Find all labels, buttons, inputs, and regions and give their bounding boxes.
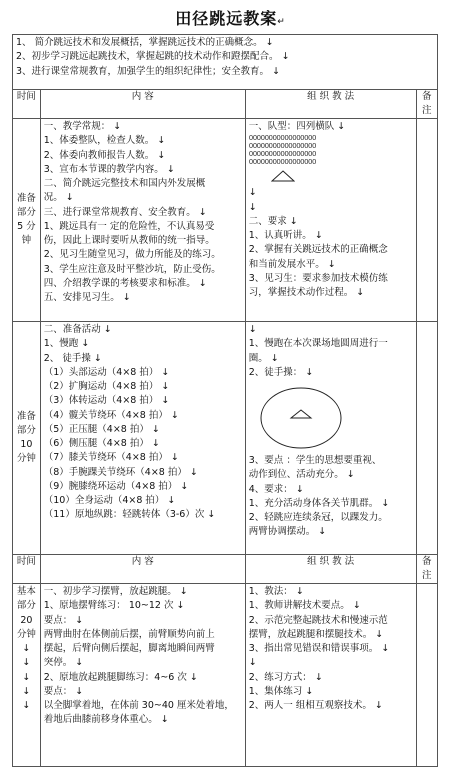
label-line: ↓ [22, 657, 31, 669]
method-line: 1、教法： ↓ [248, 586, 304, 597]
method-line: ↓ [248, 657, 257, 669]
goal-item: 2、初步学习跳远起跳技术，掌握起跳的技术动作和蹬摆配合。 ↓ [16, 51, 290, 63]
header-note: 备注 [416, 90, 437, 119]
content-line: 两臂曲肘在体侧前后摆，前臂顺势向前上 [43, 628, 215, 640]
method-line: 1、充分活动身体各关节肌群。 ↓ [248, 497, 390, 509]
content-line: 3、宣布本节课的教学内容。 ↓ [43, 163, 175, 175]
content-line: 伤，因此上课时要听从教师的统一指导。 [43, 235, 215, 246]
label-line: 钟 [21, 235, 32, 247]
label-line: 10 [20, 439, 33, 450]
content-line: 四、介绍教学课的考核要求和标准。 ↓ [43, 277, 207, 289]
content-line: 1、体委整队，检查人数。 ↓ [43, 135, 166, 147]
dot-row: 00000000000000000 [248, 158, 316, 167]
method-line: 1、集体练习 ↓ [248, 685, 314, 697]
method-line: 习，掌握技术动作过程。 ↓ [248, 287, 365, 298]
section-content [40, 119, 245, 322]
section-note [416, 119, 437, 322]
section-row [13, 584, 438, 767]
section-content [40, 584, 245, 767]
content-line: （8）手腕踝关节绕环（4×8 拍） ↓ [43, 466, 198, 478]
label-line: 分钟 [16, 453, 36, 465]
section-method [245, 322, 416, 555]
section-time-label [13, 584, 41, 767]
content-line: （7）膝关节绕环（4×8 拍） ↓ [43, 452, 179, 464]
label-line: 5 分 [17, 221, 36, 232]
section-time-label [13, 322, 41, 555]
method-line: ↓ [248, 324, 257, 335]
header-method: 组 织 教 法 [245, 555, 416, 584]
table-header-row [13, 555, 438, 584]
content-line: 2、 徒手操 ↓ [43, 352, 102, 364]
label-line: 准备 [16, 192, 36, 204]
lesson-plan-table [12, 34, 438, 767]
goal-item: 3、进行课堂常规教育，加强学生的组织纪律性；安全教育。 ↓ [16, 65, 281, 77]
method-line: 1、教师讲解技术要点。 ↓ [248, 600, 361, 612]
content-line: 五、安排见习生。 ↓ [43, 292, 131, 303]
content-line: 二、准备活动 ↓ [43, 324, 112, 335]
label-line: ↓ [22, 643, 31, 654]
content-line: （11）原地纵跳：轻跳转体（3-6）次 ↓ [43, 509, 216, 521]
method-line: 二、要求 ↓ [248, 215, 298, 227]
section-row [13, 119, 438, 322]
dot-row: 00000000000000000 [248, 134, 316, 143]
title-text: 田径跳远教案 [175, 9, 278, 28]
goals-row [13, 35, 438, 90]
content-line: 着地后曲膝前移身体重心。 ↓ [43, 714, 169, 726]
content-line: 2、体委向教师报告人数。 ↓ [43, 149, 166, 161]
section-content [40, 322, 245, 555]
content-line: 二、简介跳远完整技术和国内外发展概 [43, 178, 206, 189]
method-line: 1、慢跑在本次课场地圆周进行一 [248, 338, 388, 350]
label-line: ↓ [22, 671, 31, 683]
page-title [0, 6, 461, 29]
content-line: 突停。 ↓ [43, 657, 84, 669]
method-line: 2、练习方式： ↓ [248, 671, 323, 683]
method-line: 摆臂，放起跳腿和摆腿技术。 ↓ [248, 628, 384, 640]
content-line: 要点： ↓ [43, 614, 84, 626]
label-line: ↓ [22, 685, 31, 697]
content-line: （1）头部运动（4×8 拍） ↓ [43, 366, 170, 378]
label-line: ↓ [22, 700, 31, 711]
content-line: （9）腕膝绕环运动（4×8 拍） ↓ [43, 480, 189, 492]
method-line: ↓ [248, 201, 257, 213]
content-line: （3）体转运动（4×8 拍） ↓ [43, 395, 170, 407]
goals-cell [13, 35, 438, 90]
content-line: 1、跳远具有一 定的危险性，不认真易受 [43, 220, 215, 232]
section-time-label [13, 119, 41, 322]
content-line: （5）正压腿（4×8 拍） ↓ [43, 423, 160, 435]
method-line: ↓ [248, 187, 257, 199]
content-line: 摆起，后臂向侧后摆起，脚离地瞬间两臂 [43, 643, 215, 654]
header-content: 内 容 [40, 555, 245, 584]
dot-row: 00000000000000000 [248, 142, 316, 151]
section-method [245, 584, 416, 767]
method-line: 4、要求： ↓ [248, 483, 304, 495]
method-line: 3、见习生：要求参加技术模仿练 [248, 272, 388, 284]
content-line: 三、进行课堂常规教育、安全教育。 ↓ [43, 206, 207, 218]
goal-item: 1、 简介跳远技术和发展概括，掌握跳远技术的正确概念。 ↓ [16, 37, 274, 48]
header-time: 时间 [13, 90, 41, 119]
content-line: 2、见习生随堂见习，做力所能及的练习。 [43, 249, 221, 261]
label-line: 20 [20, 614, 33, 626]
content-line: 一、教学常规： ↓ [43, 121, 122, 132]
label-line: 基本 [16, 586, 36, 597]
content-line: （6）侧压腿（4×8 拍） ↓ [43, 438, 160, 449]
content-line: （10）全身运动（4×8 拍） ↓ [43, 495, 176, 506]
method-line: 3、要点 ：学生的思想要重视、 [248, 455, 382, 466]
label-line: 准备 [16, 410, 36, 422]
content-line: （2）扩胸运动（4×8 拍） ↓ [43, 381, 170, 392]
method-line: 3、指出常见错误和错误事项。 ↓ [248, 643, 390, 654]
header-content: 内 容 [40, 90, 245, 119]
content-line: （4）髋关节绕环（4×8 拍） ↓ [43, 409, 179, 421]
content-line: 1、原地摆臂练习： 10~12 次 ↓ [43, 600, 185, 612]
header-note: 备注 [416, 555, 437, 584]
method-line: 2、掌握有关跳远技术的正确概念 [248, 244, 388, 256]
label-line: 部分 [16, 206, 36, 218]
table-header-row [13, 90, 438, 119]
dot-row: 00000000000000000 [248, 150, 316, 159]
section-note [416, 584, 437, 767]
teacher-triangle-icon [271, 170, 295, 182]
method-line: 动作到位、活动充分。 ↓ [248, 469, 355, 481]
method-line: 2、两人一 组相互观察技术。 ↓ [248, 700, 383, 711]
title-mark: ↵ [277, 17, 286, 27]
formation-dots [249, 134, 413, 166]
label-line: 部分 [16, 424, 36, 436]
method-line: 圈。 ↓ [248, 352, 279, 364]
content-line: 况。 ↓ [43, 192, 74, 204]
label-line: 分钟 [16, 628, 36, 640]
content-line: 要点： ↓ [43, 685, 84, 697]
method-line: 两臂协调摆动。 ↓ [248, 526, 327, 538]
running-track-oval-icon [259, 386, 343, 450]
content-line: 3、学生应注意及时平整沙坑，防止受伤。 [43, 263, 221, 275]
method-line: 1、认真听讲。 ↓ [248, 230, 323, 241]
method-line: 2、徒手操： ↓ [248, 366, 314, 378]
content-line: 1、慢跑 ↓ [43, 338, 90, 350]
section-note [416, 322, 437, 555]
content-line: 以全脚掌着地，在体前 30~40 厘米处着地， [43, 700, 234, 711]
method-line: 2、轻跳应连续条冠，以踝发力。 [248, 512, 388, 523]
label-line: 部分 [16, 600, 36, 612]
content-line: 2、原地放起跳腿脚练习：4~6 次 ↓ [43, 671, 198, 683]
method-line: 一、队型：四列横队 ↓ [248, 121, 346, 132]
section-row [13, 322, 438, 555]
method-line: 和当前发展水平。 ↓ [248, 258, 336, 270]
section-method [245, 119, 416, 322]
header-time: 时间 [13, 555, 41, 584]
method-line: 2、示范完整起跳技术和慢速示范 [248, 614, 388, 626]
header-method: 组 织 教 法 [245, 90, 416, 119]
content-line: 一、初步学习摆臂，放起跳腿。 ↓ [43, 586, 188, 597]
